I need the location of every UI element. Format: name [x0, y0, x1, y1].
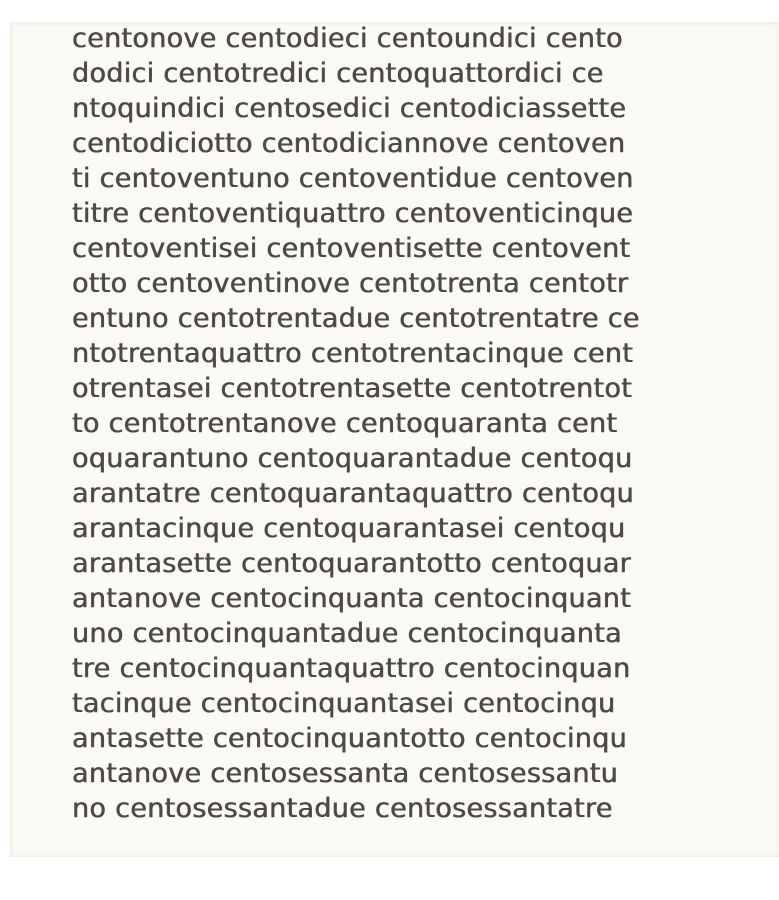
text-line-3: ntoquindici centosedici centodiciassette [72, 93, 627, 124]
text-line-17: antanove centocinquanta centocinquant [72, 583, 632, 614]
text-line-14: arantatre centoquarantaquattro centoqu [72, 478, 634, 509]
text-line-15: arantacinque centoquarantasei centoqu [72, 513, 626, 544]
text-line-20: tacinque centocinquantasei centocinqu [72, 688, 616, 719]
text-line-13: oquarantuno centoquarantadue centoqu [72, 443, 633, 474]
text-line-8: otto centoventinove centotrenta centotr [72, 268, 629, 299]
text-line-1: centonove centodieci centoundici cento [72, 23, 623, 54]
text-line-18: uno centocinquantadue centocinquanta [72, 618, 622, 649]
text-line-16: arantasette centoquarantotto centoquar [72, 548, 632, 579]
text-line-5: ti centoventuno centoventidue centoven [72, 163, 634, 194]
text-line-10: ntotrentaquattro centotrentacinque cent [72, 338, 634, 369]
text-line-12: to centotrentanove centoquaranta cent [72, 408, 618, 439]
text-line-4: centodiciotto centodiciannove centoven [72, 128, 626, 159]
text-line-11: otrentasei centotrentasette centotrentot [72, 373, 633, 404]
text-line-6: titre centoventiquattro centoventicinque [72, 198, 634, 229]
printed-paper [10, 22, 779, 857]
text-line-7: centoventisei centoventisette centovent [72, 233, 631, 264]
text-line-21: antasette centocinquantotto centocinqu [72, 723, 628, 754]
text-line-22: antanove centosessanta centosessantu [72, 758, 619, 789]
text-line-9: entuno centotrentadue centotrentatre ce [72, 303, 640, 334]
text-line-23: no centosessantadue centosessantatre [72, 793, 613, 824]
text-line-2: dodici centotredici centoquattordici ce [72, 58, 604, 89]
text-line-19: tre centocinquantaquattro centocinquan [72, 653, 631, 684]
